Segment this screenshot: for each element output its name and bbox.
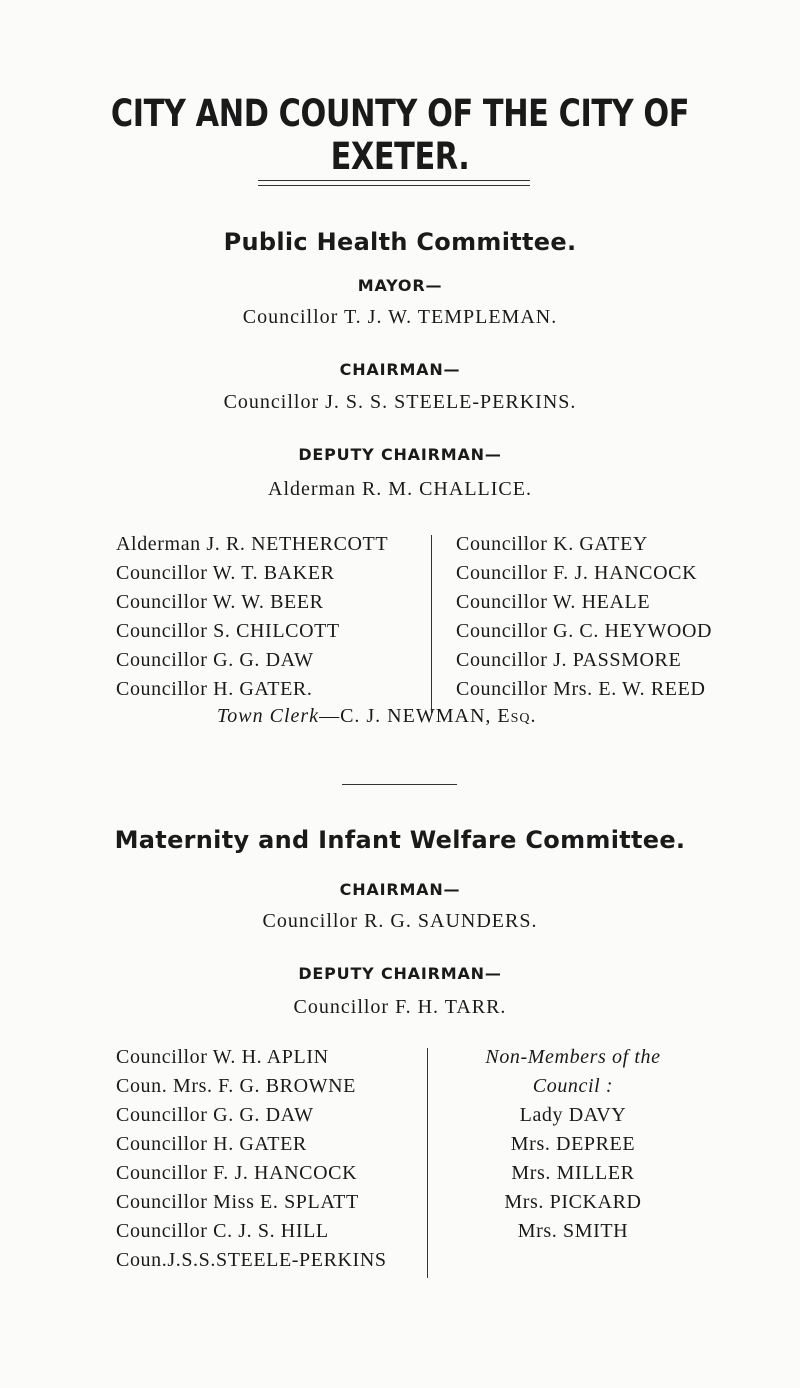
non-member-name: Mrs. DEPREE (510, 1133, 636, 1155)
public-health-left-members (116, 530, 388, 704)
document-title: CITY AND COUNTY OF THE CITY OF EXETER. (110, 92, 690, 178)
town-clerk-name: C. J. NEWMAN, (340, 705, 492, 727)
maternity-chairman: Councillor R. G. SAUNDERS. (262, 910, 538, 932)
member-name: Councillor G. G. DAW (116, 1104, 314, 1126)
maternity-non-members (448, 1043, 698, 1246)
public-health-chairman-label: CHAIRMAN— (339, 360, 461, 379)
non-member-name: Mrs. PICKARD (504, 1191, 642, 1213)
non-member-name: Lady DAVY (519, 1104, 627, 1126)
non-member-name: Mrs. MILLER (511, 1162, 635, 1184)
town-clerk-suffix: Esq. (497, 705, 537, 727)
public-health-deputy-label: DEPUTY CHAIRMAN— (298, 445, 502, 464)
column-divider (431, 535, 432, 713)
member-name: Councillor S. CHILCOTT (116, 620, 340, 642)
member-name: Councillor C. J. S. HILL (116, 1220, 329, 1242)
member-name: Councillor W. HEALE (456, 591, 651, 613)
town-clerk-label: Town Clerk (217, 705, 320, 727)
maternity-left-members (116, 1043, 387, 1275)
maternity-deputy: Councillor F. H. TARR. (293, 996, 507, 1018)
title-divider-bottom (258, 185, 530, 186)
town-clerk-dash: — (319, 705, 341, 727)
member-name: Councillor G. G. DAW (116, 649, 314, 671)
member-name: Councillor W. T. BAKER (116, 562, 335, 584)
maternity-deputy-label: DEPUTY CHAIRMAN— (298, 964, 502, 983)
member-name: Councillor H. GATER. (116, 678, 313, 700)
member-name: Councillor Miss E. SPLATT (116, 1191, 359, 1213)
member-name: Alderman J. R. NETHERCOTT (116, 533, 389, 555)
maternity-heading: Maternity and Infant Welfare Committee. (114, 826, 686, 854)
member-name: Councillor W. H. APLIN (116, 1046, 329, 1068)
member-name: Coun. Mrs. F. G. BROWNE (116, 1075, 356, 1097)
section-divider (342, 784, 457, 785)
public-health-mayor: Councillor T. J. W. TEMPLEMAN. (242, 306, 558, 328)
member-name: Councillor H. GATER (116, 1133, 307, 1155)
title-divider-top (258, 180, 530, 181)
column-divider (427, 1048, 428, 1278)
public-health-deputy: Alderman R. M. CHALLICE. (268, 478, 532, 500)
town-clerk-line (217, 705, 537, 728)
non-member-name: Mrs. SMITH (517, 1220, 629, 1242)
member-name: Coun.J.S.S.STEELE-PERKINS (116, 1249, 387, 1271)
member-name: Councillor Mrs. E. W. REED (456, 678, 706, 700)
public-health-heading: Public Health Committee. (223, 228, 577, 256)
public-health-right-members (456, 530, 712, 704)
non-members-heading-cont: Council : (532, 1075, 614, 1097)
member-name: Councillor G. C. HEYWOOD (456, 620, 713, 642)
member-name: Councillor K. GATEY (456, 533, 648, 555)
member-name: Councillor W. W. BEER (116, 591, 324, 613)
member-name: Councillor F. J. HANCOCK (116, 1162, 358, 1184)
non-members-heading: Non-Members of the (485, 1046, 661, 1068)
member-name: Councillor F. J. HANCOCK (456, 562, 698, 584)
public-health-mayor-label: MAYOR— (357, 276, 443, 295)
public-health-chairman: Councillor J. S. S. STEELE-PERKINS. (223, 391, 577, 413)
member-name: Councillor J. PASSMORE (456, 649, 682, 671)
maternity-chairman-label: CHAIRMAN— (339, 880, 461, 899)
